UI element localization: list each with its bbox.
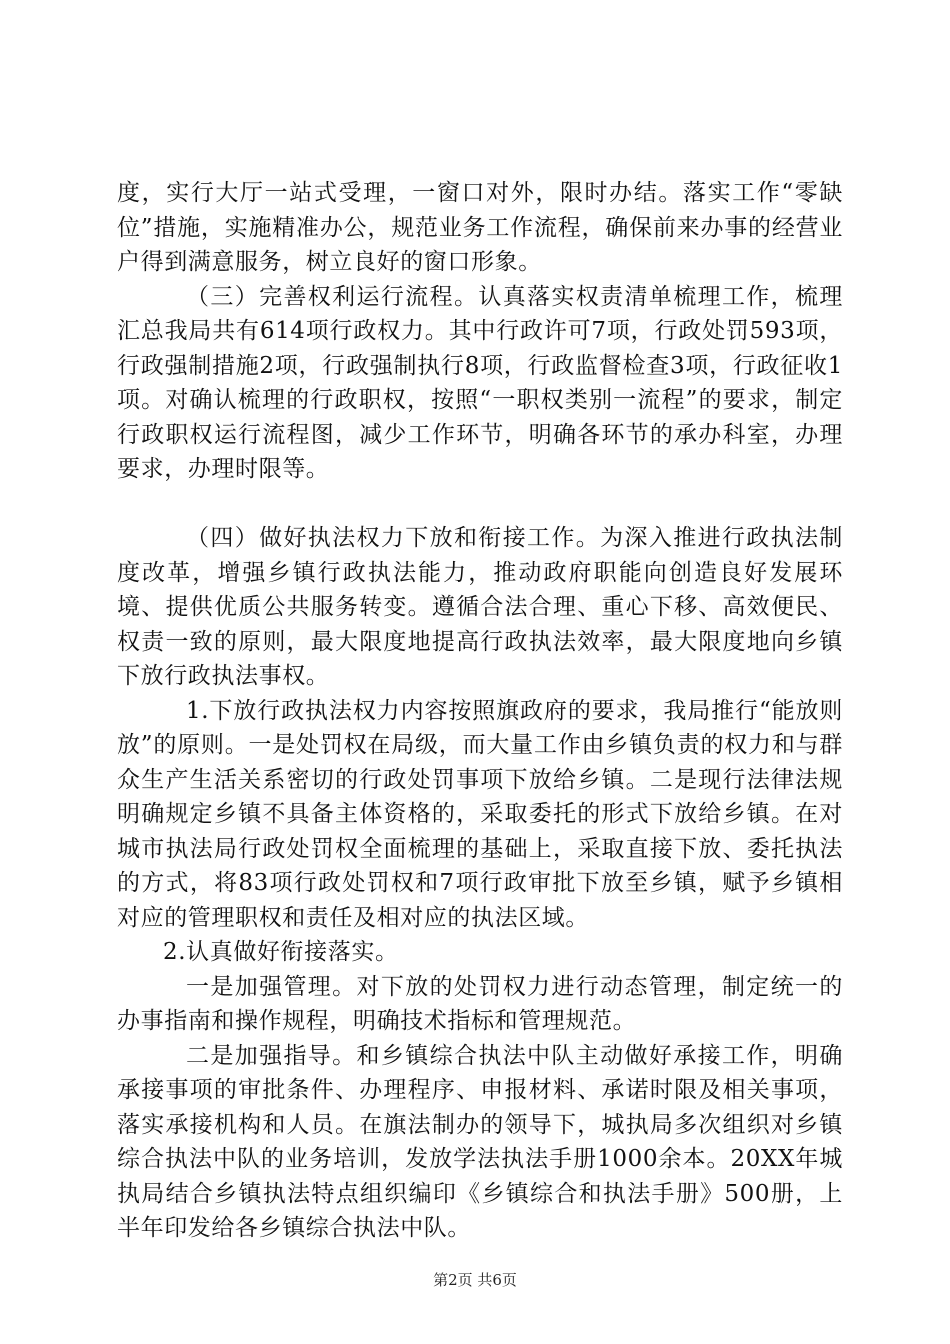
- blank-line: [117, 487, 843, 522]
- paragraph-point-1: 一是加强管理。对下放的处罚权力进行动态管理，制定统一的办事指南和操作规程，明确技术指标和管理规范。: [117, 973, 843, 1034]
- paragraph-section-4: （四）做好执法权力下放和衔接工作。为深入推进行政执法制度改革，增强乡镇行政执法能力，推动政府职能向创造良好发展环境、提供优质公共服务转变。遵循合法合理、重心下移、高效便民、权责一致的原则，最大限度地提高行政执法效率，最大限度地向乡镇下放行政执法事权。: [117, 525, 843, 689]
- paragraph-item-2: 2.认真做好衔接落实。: [163, 939, 399, 965]
- page-footer: 第2页 共6页: [433, 1271, 517, 1289]
- paragraph-section-3: （三）完善权利运行流程。认真落实权责清单梳理工作，梳理汇总我局共有614项行政权力。其中行政许可7项，行政处罚593项，行政强制措施2项，行政强制执行8项，行政监督检查3项，行政征收1项。对确认梳理的行政职权，按照“一职权类别一流程”的要求，制定行政职权运行流程图，减少工作环节，明确各环节的承办科室，办理要求，办理时限等。: [117, 283, 843, 482]
- paragraph-item-1: 1.下放行政执法权力内容按照旗政府的要求，我局推行“能放则放”的原则。一是处罚权在局级，而大量工作由乡镇负责的权力和与群众生产生活关系密切的行政处罚事项下放给乡镇。二是现行法律法规明确规定乡镇不具备主体资格的，采取委托的形式下放给乡镇。在对城市执法局行政处罚权全面梳理的基础上，采取直接下放、委托执法的方式，将83项行政处罚权和7项行政审批下放至乡镇，赋予乡镇相对应的管理职权和责任及相对应的执法区域。: [117, 697, 843, 931]
- paragraph-point-2: 二是加强指导。和乡镇综合执法中队主动做好承接工作，明确承接事项的审批条件、办理程序、申报材料、承诺时限及相关事项，落实承接机构和人员。在旗法制办的领导下，城执局多次组织对乡镇综合执法中队的业务培训，发放学法执法手册1000余本。20XX年城执局结合乡镇执法特点组织编印《乡镇综合和执法手册》500册，上半年印发给各乡镇综合执法中队。: [117, 1042, 843, 1241]
- document-body: [117, 176, 843, 1246]
- paragraph-continuation: 度，实行大厅一站式受理，一窗口对外，限时办结。落实工作“零缺位”措施，实施精准办公，规范业务工作流程，确保前来办事的经营业户得到满意服务，树立良好的窗口形象。: [117, 180, 843, 275]
